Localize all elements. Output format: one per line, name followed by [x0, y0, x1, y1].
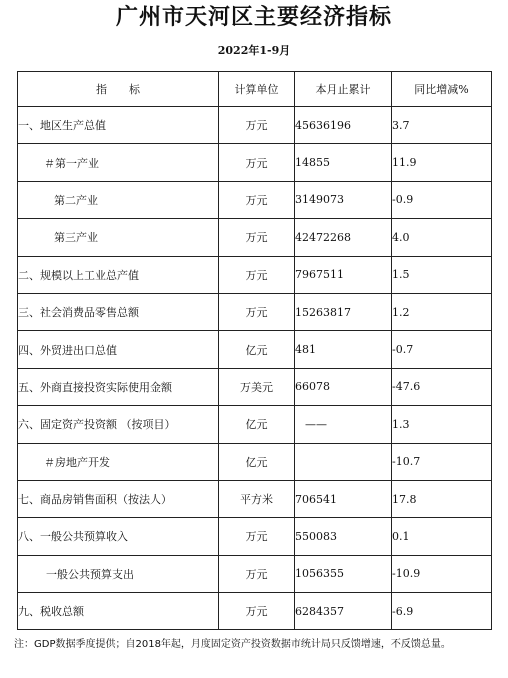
unit-cell: 万元 [219, 555, 295, 592]
table-row [18, 518, 492, 555]
unit-cell: 万元 [219, 256, 295, 293]
yoy-cell: 1.5 [392, 256, 492, 293]
indicator-cell: 一般公共预算支出 [18, 555, 219, 592]
footnote: 注：GDP数据季度提供；自2018年起，月度固定资产投资数据市统计局只反馈增速，不反馈总量。 [14, 639, 451, 650]
table-row [18, 181, 492, 218]
yoy-cell: -0.9 [392, 181, 492, 218]
indicator-cell: ＃第一产业 [18, 144, 219, 181]
yoy-cell: 1.2 [392, 293, 492, 330]
table-row [18, 331, 492, 368]
indicator-cell: 第二产业 [18, 181, 219, 218]
indicator-cell: 四、外贸进出口总值 [18, 331, 219, 368]
cumulative-cell: 45636196 [295, 107, 392, 144]
indicator-cell: 三、社会消费品零售总额 [18, 293, 219, 330]
cumulative-cell: —— [295, 406, 392, 443]
unit-cell: 万元 [219, 144, 295, 181]
table-header-row [18, 72, 492, 107]
table-row [18, 144, 492, 181]
cumulative-cell: 1056355 [295, 555, 392, 592]
unit-cell: 万元 [219, 593, 295, 630]
unit-cell: 万元 [219, 518, 295, 555]
table-row [18, 219, 492, 256]
yoy-cell: -10.9 [392, 555, 492, 592]
table-row [18, 555, 492, 592]
cumulative-cell: 6284357 [295, 593, 392, 630]
yoy-cell: -10.7 [392, 443, 492, 480]
unit-cell: 万美元 [219, 368, 295, 405]
indicator-cell: 九、税收总额 [18, 593, 219, 630]
header-cumulative: 本月止累计 [295, 72, 392, 107]
yoy-cell: 3.7 [392, 107, 492, 144]
unit-cell: 平方米 [219, 480, 295, 517]
indicator-cell: 第三产业 [18, 219, 219, 256]
table-row [18, 256, 492, 293]
unit-cell: 万元 [219, 181, 295, 218]
cumulative-cell: 14855 [295, 144, 392, 181]
yoy-cell: 1.3 [392, 406, 492, 443]
indicator-cell: 五、外商直接投资实际使用金额 [18, 368, 219, 405]
cumulative-cell: 550083 [295, 518, 392, 555]
cumulative-cell: 66078 [295, 368, 392, 405]
table-row [18, 406, 492, 443]
indicators-table [17, 71, 492, 630]
yoy-cell: 0.1 [392, 518, 492, 555]
indicator-cell: 八、一般公共预算收入 [18, 518, 219, 555]
indicator-cell: 六、固定资产投资额 （按项目） [18, 406, 219, 443]
cumulative-cell: 42472268 [295, 219, 392, 256]
unit-cell: 万元 [219, 293, 295, 330]
indicator-cell: 二、规模以上工业总产值 [18, 256, 219, 293]
period-subtitle: 2022年1-9月 [217, 44, 291, 57]
indicator-cell: 一、地区生产总值 [18, 107, 219, 144]
header-unit: 计算单位 [219, 72, 295, 107]
cumulative-cell: 481 [295, 331, 392, 368]
indicator-cell: 七、商品房销售面积（按法人） [18, 480, 219, 517]
header-indicator: 指 标 [18, 72, 219, 107]
header-yoy: 同比增减% [392, 72, 492, 107]
unit-cell: 亿元 [219, 331, 295, 368]
table-row [18, 480, 492, 517]
unit-cell: 亿元 [219, 443, 295, 480]
yoy-cell: 4.0 [392, 219, 492, 256]
table-row [18, 593, 492, 630]
cumulative-cell: 3149073 [295, 181, 392, 218]
table-row [18, 368, 492, 405]
indicator-cell: ＃房地产开发 [18, 443, 219, 480]
unit-cell: 万元 [219, 219, 295, 256]
yoy-cell: -47.6 [392, 368, 492, 405]
cumulative-cell: 15263817 [295, 293, 392, 330]
yoy-cell: -0.7 [392, 331, 492, 368]
page-title: 广州市天河区主要经济指标 [115, 4, 392, 30]
table-row [18, 293, 492, 330]
table-row [18, 107, 492, 144]
yoy-cell: 11.9 [392, 144, 492, 181]
yoy-cell: 17.8 [392, 480, 492, 517]
cumulative-cell [295, 443, 392, 480]
table-row [18, 443, 492, 480]
cumulative-cell: 7967511 [295, 256, 392, 293]
cumulative-cell: 706541 [295, 480, 392, 517]
unit-cell: 亿元 [219, 406, 295, 443]
unit-cell: 万元 [219, 107, 295, 144]
yoy-cell: -6.9 [392, 593, 492, 630]
